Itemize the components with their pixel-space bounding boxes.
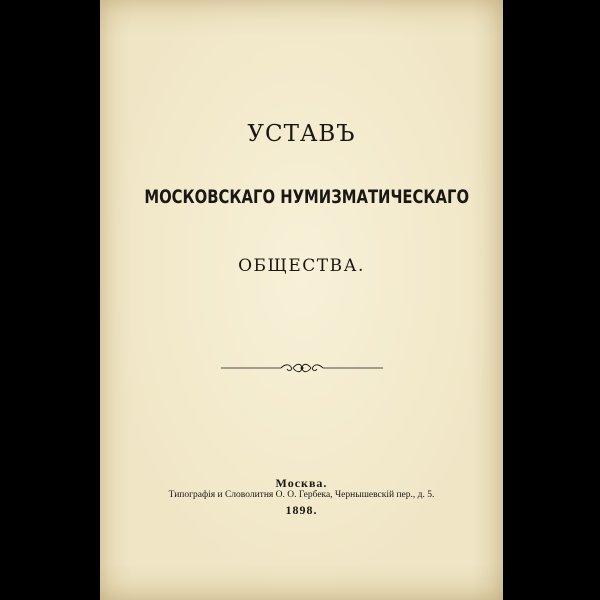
imprint-year: 1898.	[285, 503, 318, 517]
document-title: УСТАВЪ	[247, 121, 356, 147]
imprint-place: Москва.	[275, 476, 328, 490]
title-page	[100, 0, 503, 600]
imprint-printer: Типографія и Словолитня О. О. Гербека, Чернышевскій пер., д. 5.	[168, 490, 435, 500]
document-society: ОБЩЕСТВА.	[238, 256, 365, 276]
document-subtitle: МОСКОВСКАГО НУМИЗМАТИЧЕСКАГО	[144, 186, 470, 208]
ornament-divider	[219, 360, 385, 376]
